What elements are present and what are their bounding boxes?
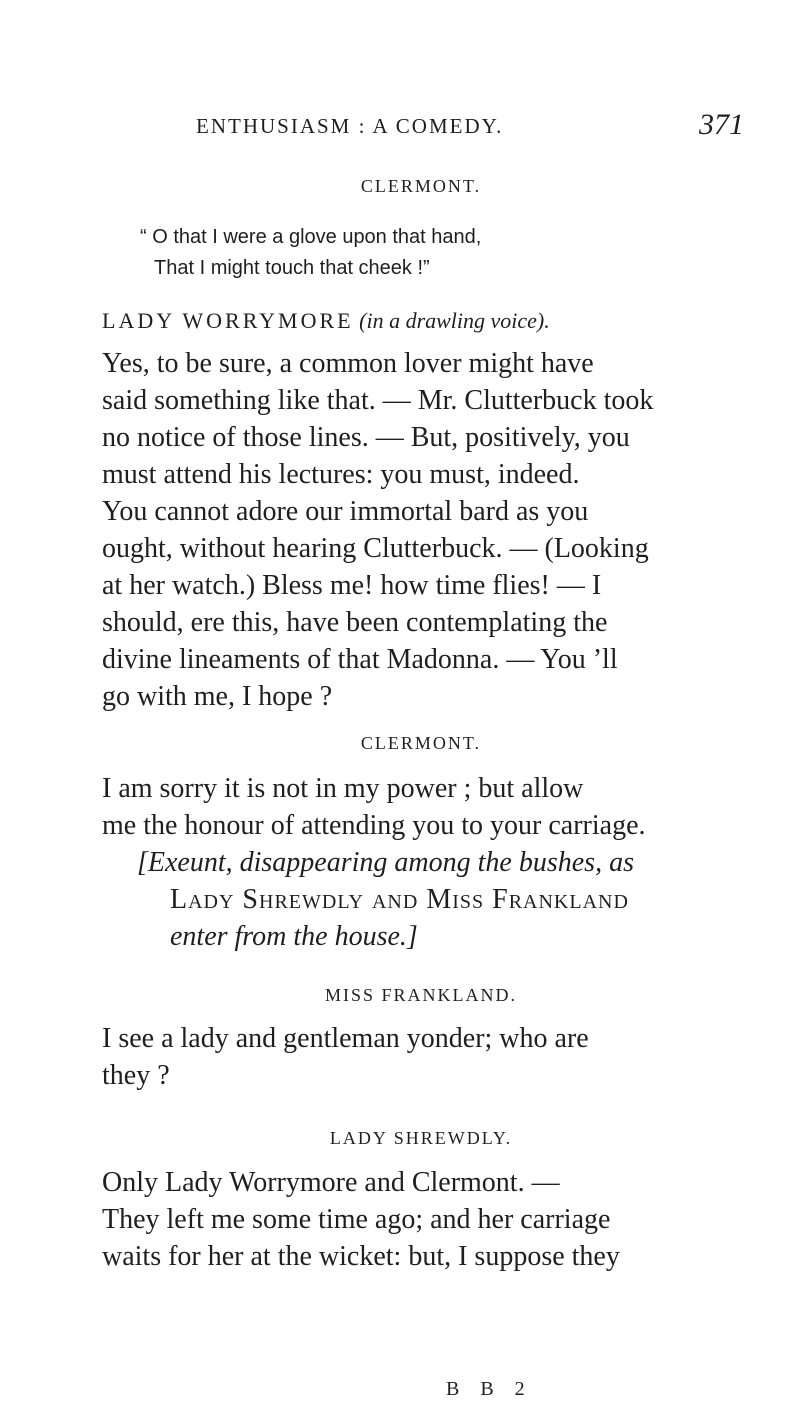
speaker-lady-worrymore bbox=[102, 308, 550, 334]
speaker-miss-frankland bbox=[0, 985, 800, 1006]
text-line: divine lineaments of that Madonna. — You ’ll bbox=[102, 644, 618, 675]
speech-clermont bbox=[102, 770, 662, 844]
speaker-name: CLERMONT. bbox=[360, 176, 482, 196]
speaker-name: MISS FRANKLAND. bbox=[324, 985, 518, 1005]
text-line: You cannot adore our immortal bard as you bbox=[102, 496, 589, 527]
running-title: ENTHUSIASM : A COMEDY. bbox=[196, 114, 504, 138]
text-line: I see a lady and gentleman yonder; who are bbox=[102, 1023, 589, 1054]
text-line: Only Lady Worrymore and Clermont. — bbox=[102, 1167, 560, 1198]
text-line: waits for her at the wicket: but, I suppose they bbox=[102, 1241, 620, 1272]
signature-mark: B B 2 bbox=[446, 1378, 533, 1400]
text-line: should, ere this, have been contemplating the bbox=[102, 607, 608, 638]
speaker-name: LADY WORRYMORE bbox=[102, 308, 354, 333]
speaker-name: CLERMONT. bbox=[360, 733, 482, 753]
page-number: 371 bbox=[699, 108, 744, 141]
speech-lady-shrewdly bbox=[102, 1164, 662, 1275]
text-line: They left me some time ago; and her carriage bbox=[102, 1204, 611, 1235]
speaker-lady-shrewdly bbox=[0, 1128, 800, 1149]
speaker-clermont-1 bbox=[0, 176, 800, 197]
stage-line: enter from the house.] bbox=[170, 921, 418, 952]
text-line: Yes, to be sure, a common lover might have bbox=[102, 348, 594, 379]
speech-lady-worrymore bbox=[102, 345, 662, 715]
stage-line: Lady Shrewdly and Miss Frankland bbox=[170, 884, 629, 915]
speaker-clermont-2 bbox=[0, 733, 800, 754]
stage-direction bbox=[137, 844, 677, 955]
speaker-direction: (in a drawling voice). bbox=[359, 308, 550, 333]
stage-line: [Exeunt, disappearing among the bushes, as bbox=[137, 847, 634, 878]
text-line: no notice of those lines. — But, positively, you bbox=[102, 422, 630, 453]
text-line: ought, without hearing Clutterbuck. — (Looking bbox=[102, 533, 649, 564]
text-line: I am sorry it is not in my power ; but allow bbox=[102, 773, 584, 804]
verse-line: That I might touch that cheek !” bbox=[154, 257, 430, 279]
verse-line: “ O that I were a glove upon that hand, bbox=[140, 226, 482, 248]
speaker-name: LADY SHREWDLY. bbox=[329, 1128, 513, 1148]
text-line: must attend his lectures: you must, indeed. bbox=[102, 459, 580, 490]
text-line: me the honour of attending you to your carriage. bbox=[102, 810, 646, 841]
text-line: they ? bbox=[102, 1060, 170, 1091]
text-line: said something like that. — Mr. Clutterbuck took bbox=[102, 385, 654, 416]
text-line: go with me, I hope ? bbox=[102, 681, 333, 712]
text-line: at her watch.) Bless me! how time flies! — I bbox=[102, 570, 602, 601]
speech-miss-frankland bbox=[102, 1020, 662, 1094]
